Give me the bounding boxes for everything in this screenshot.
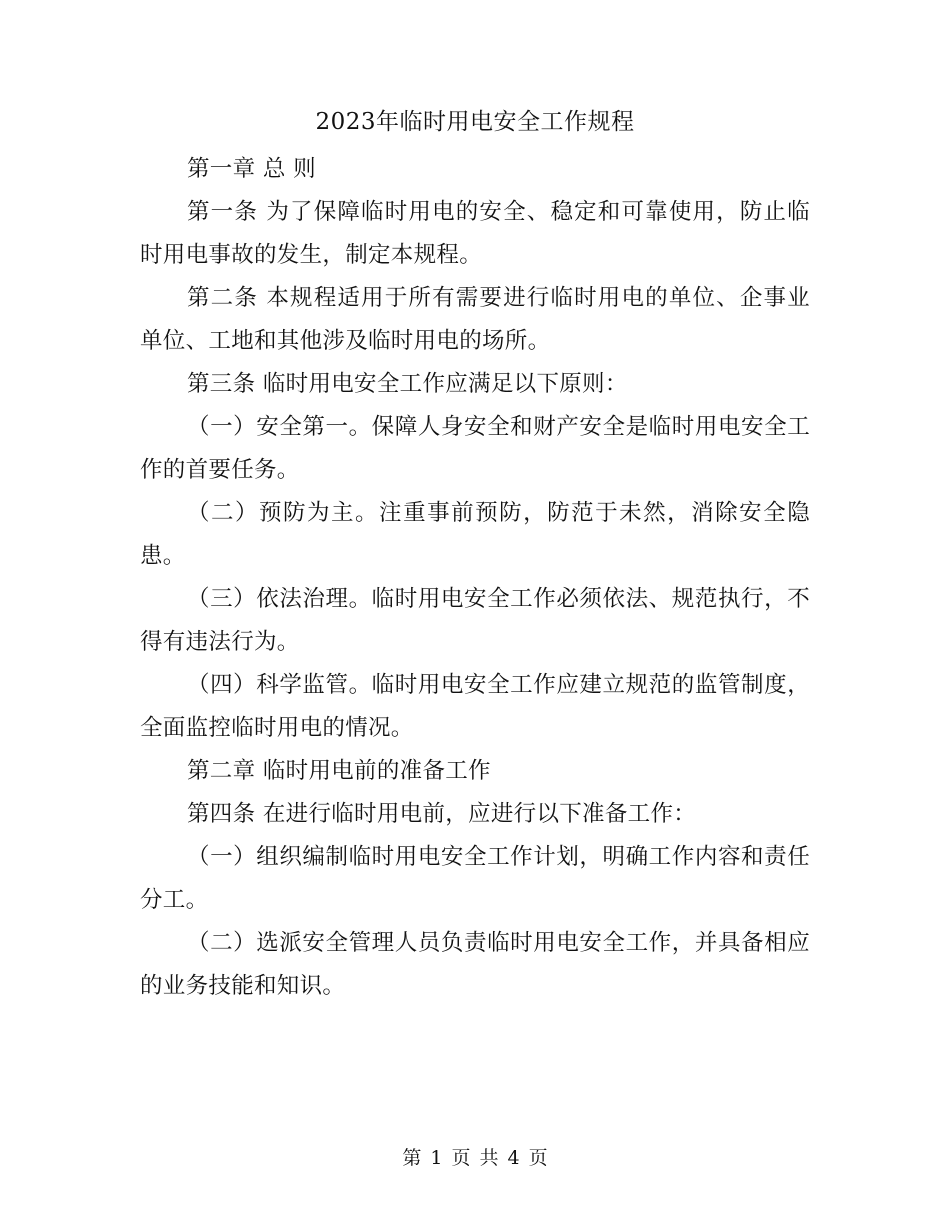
- list-item-paragraph: （一）组织编制临时用电安全工作计划，明确工作内容和责任分工。: [140, 844, 810, 913]
- list-item-paragraph: （二）选派安全管理人员负责临时用电安全工作，并具备相应的业务技能和知识。: [140, 930, 810, 999]
- list-item-paragraph: （四）科学监管。临时用电安全工作应建立规范的监管制度，全面监控临时用电的情况。: [140, 672, 810, 741]
- list-item-paragraph: （二）预防为主。注重事前预防，防范于未然，消除安全隐患。: [140, 500, 810, 569]
- chapter-heading: 第二章 临时用电前的准备工作: [187, 758, 491, 784]
- document-title: 2023年临时用电安全工作规程: [315, 109, 635, 135]
- list-item-paragraph: （一）安全第一。保障人身安全和财产安全是临时用电安全工作的首要任务。: [140, 414, 810, 483]
- article-paragraph: 第二条 本规程适用于所有需要进行临时用电的单位、企事业单位、工地和其他涉及临时用电的场所。: [140, 285, 810, 354]
- list-item-paragraph: （三）依法治理。临时用电安全工作必须依法、规范执行，不得有违法行为。: [140, 586, 810, 655]
- document-body: [140, 148, 810, 1008]
- article-paragraph: 第一条 为了保障临时用电的安全、稳定和可靠使用，防止临时用电事故的发生，制定本规程。: [140, 199, 810, 268]
- chapter-heading: 第一章 总 则: [187, 156, 316, 182]
- article-paragraph: 第四条 在进行临时用电前，应进行以下准备工作：: [187, 801, 697, 827]
- article-paragraph: 第三条 临时用电安全工作应满足以下原则：: [187, 371, 628, 397]
- page-footer: 第 1 页 共 4 页: [402, 1147, 548, 1169]
